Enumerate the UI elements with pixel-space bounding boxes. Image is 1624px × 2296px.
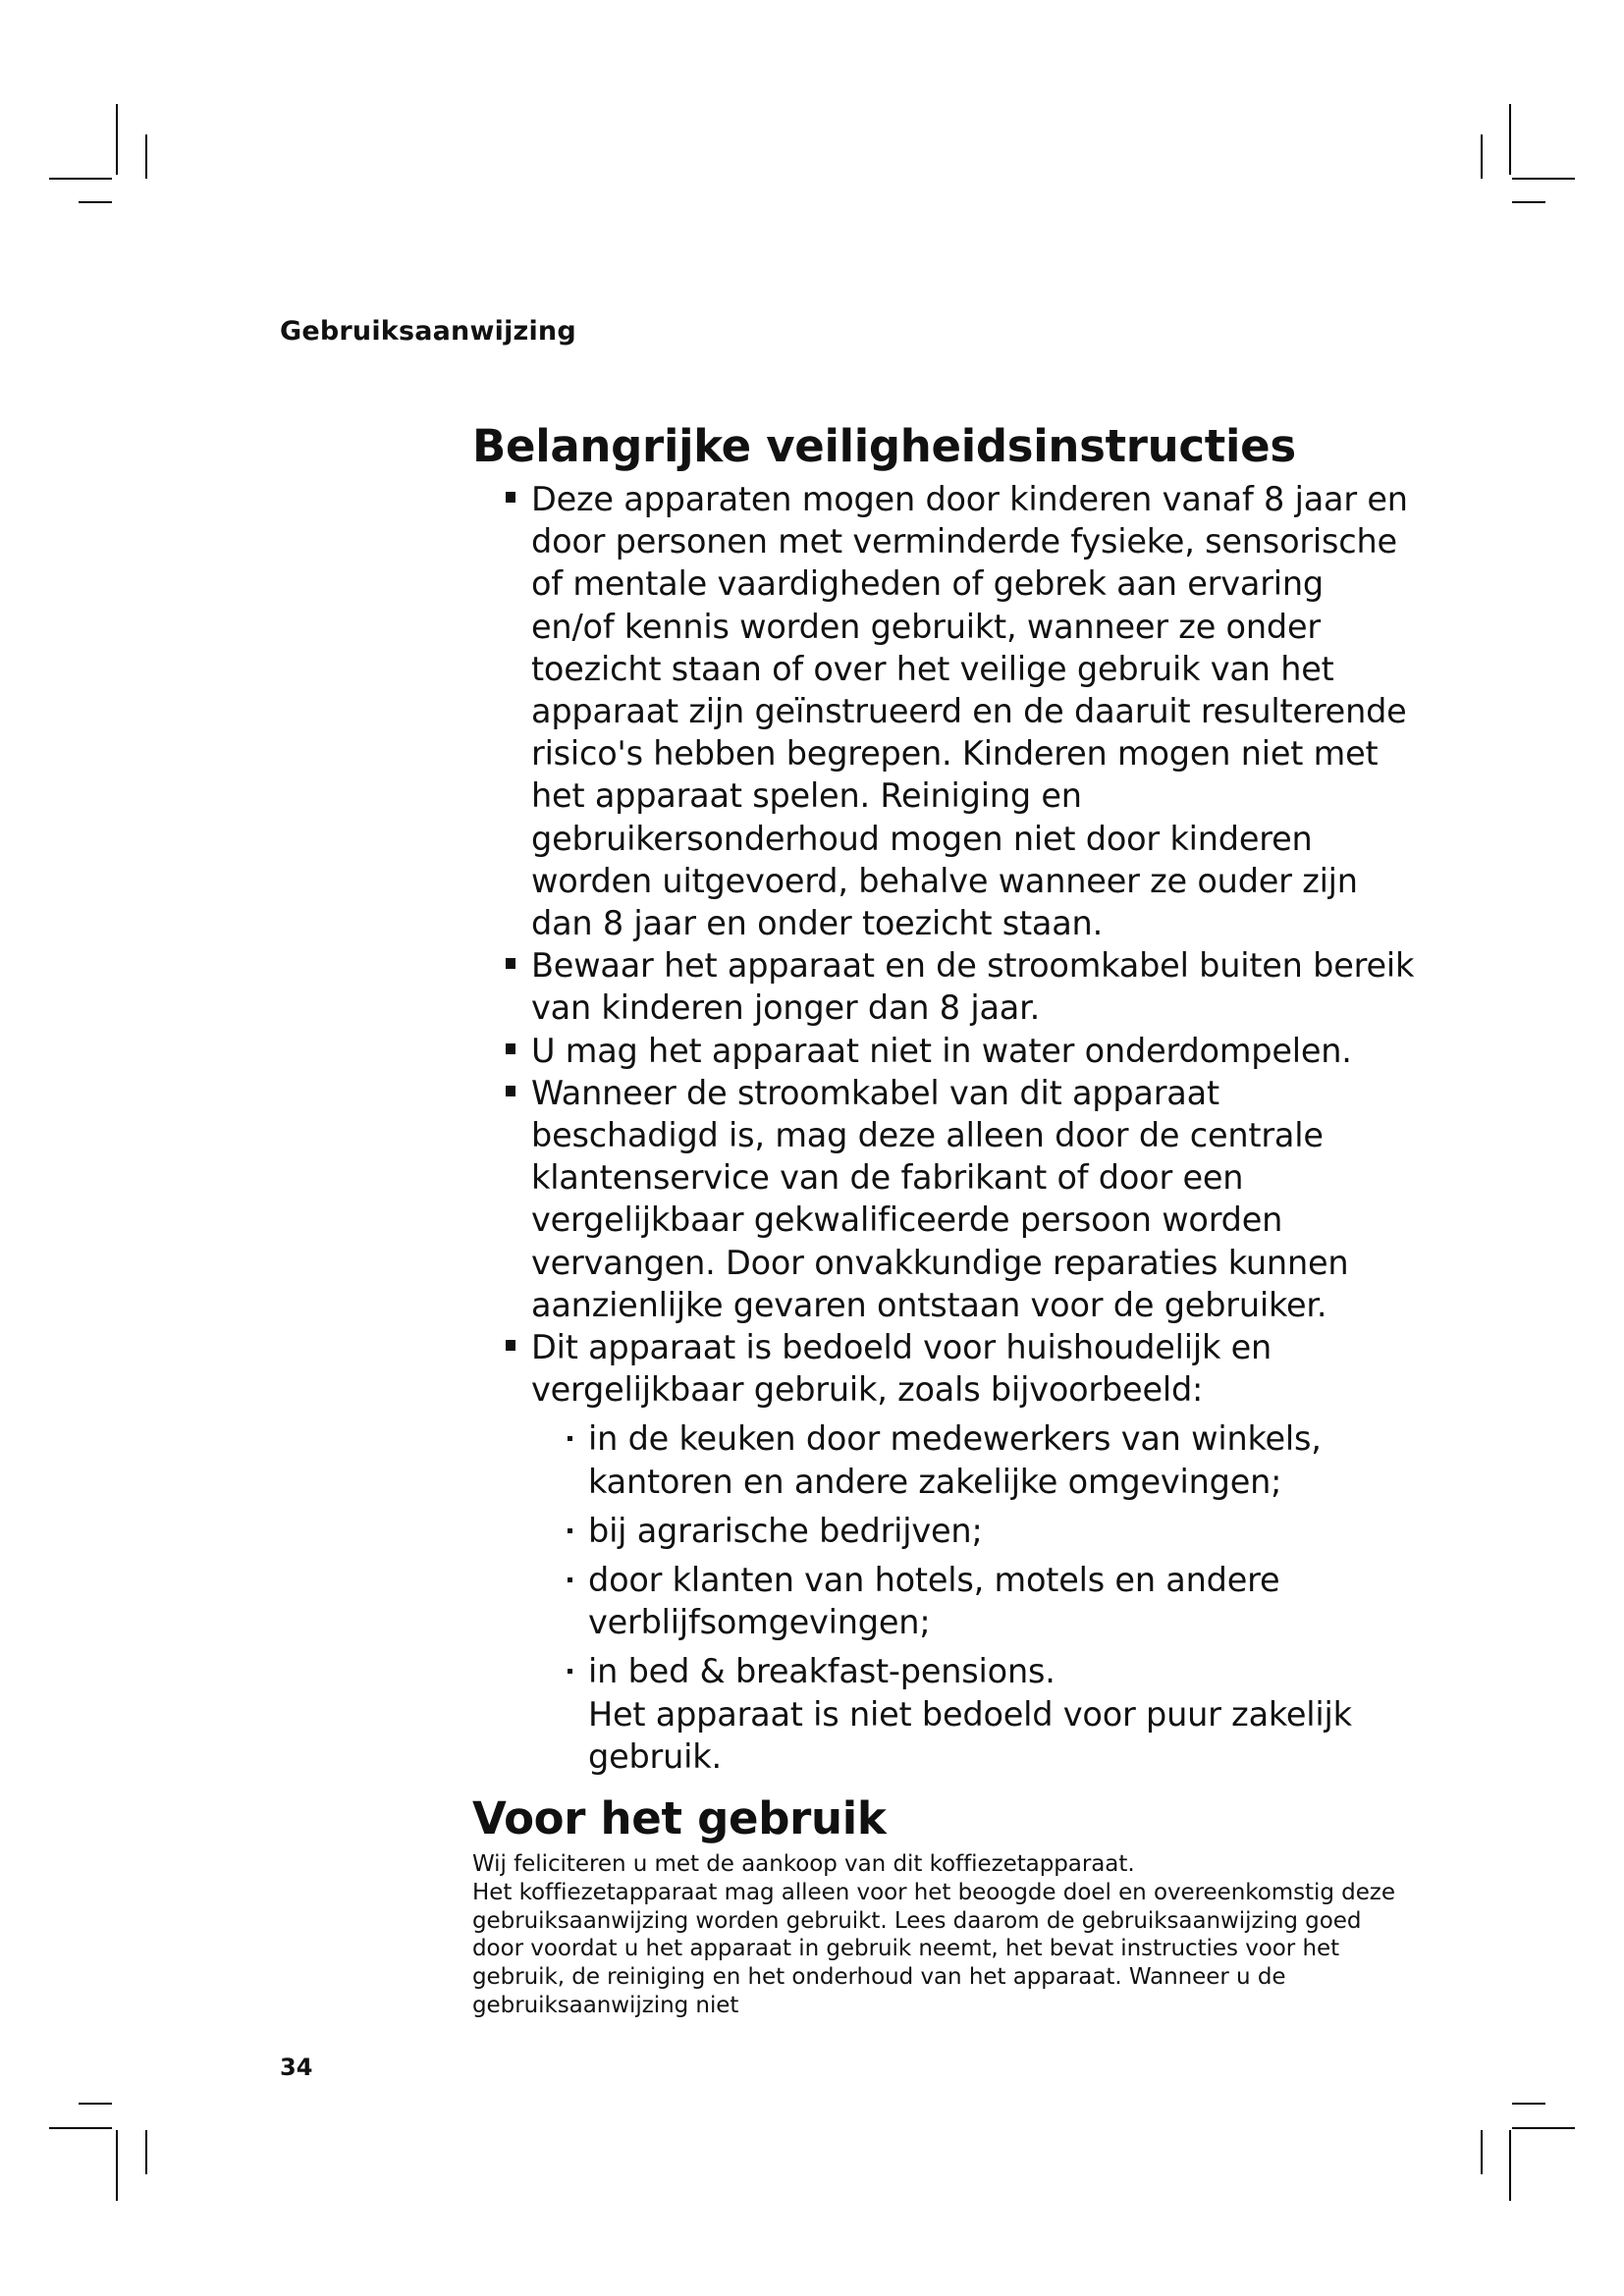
before-use-section-title: Voor het gebruik: [472, 1792, 887, 1845]
crop-mark: [116, 2130, 118, 2201]
crop-mark: [1512, 2127, 1575, 2129]
sub-list-item: [565, 1559, 1415, 1643]
sub-list-item-text: in de keuken door medewerkers van winkels, kantoren en andere zakelijke omgevingen;: [588, 1419, 1322, 1501]
dot-bullet-icon: [568, 1669, 572, 1674]
before-use-section: [472, 1789, 1415, 2019]
crop-mark: [79, 2103, 112, 2105]
dot-bullet-icon: [568, 1436, 572, 1441]
list-item-text: U mag het apparaat niet in water onderdompelen.: [531, 1031, 1352, 1070]
crop-mark: [1512, 178, 1575, 180]
usage-examples-list: [531, 1417, 1415, 1778]
sub-list-item-text: in bed & breakfast-pensions.: [588, 1652, 1056, 1691]
square-bullet-icon: [506, 1086, 515, 1096]
body-paragraph: Wij feliciteren u met de aankoop van dit koffiezetapparaat.: [472, 1851, 1135, 1878]
sub-list-item-text: bij agrarische bedrijven;: [588, 1511, 983, 1550]
safety-section: [472, 417, 1415, 1778]
list-item: [496, 1030, 1415, 1072]
crop-mark: [49, 2127, 112, 2129]
closing-note: Het apparaat is niet bedoeld voor puur zakelijk gebruik.: [588, 1694, 1352, 1776]
list-item: [496, 478, 1415, 944]
crop-mark: [116, 104, 118, 175]
crop-mark: [49, 178, 112, 180]
page-content: [472, 417, 1415, 2019]
crop-mark: [79, 201, 112, 203]
sub-list-item: [565, 1650, 1415, 1778]
crop-mark: [1509, 104, 1511, 175]
square-bullet-icon: [506, 958, 515, 969]
crop-mark: [1512, 2103, 1545, 2105]
crop-mark: [145, 134, 147, 179]
list-item-text: Bewaar het apparaat en de stroomkabel buiten bereik van kinderen jonger dan 8 jaar.: [531, 946, 1415, 1028]
square-bullet-icon: [506, 1043, 515, 1054]
list-item: [496, 944, 1415, 1029]
list-item-text: Wanneer de stroomkabel van dit apparaat beschadigd is, mag deze alleen door de centrale klantenservice van de fabrikant of door een vergelijkbaar gekwalificeerde persoon worden vervangen. Door onvakkundige reparaties kunnen aanzienlijke gevaren ontstaan voor de gebruiker.: [531, 1073, 1349, 1324]
square-bullet-icon: [506, 492, 515, 503]
body-paragraph: Het koffiezetapparaat mag alleen voor het beoogde doel en overeenkomstig deze gebruiksaanwijzing worden gebruikt. Lees daarom de gebruiksaanwijzing goed door voordat u het apparaat in gebruik neemt, het bevat instructies voor het gebruik, de reiniging en het onderhoud van het apparaat. Wanneer u de gebruiksaanwijzing niet: [472, 1879, 1395, 2018]
list-item: [496, 1072, 1415, 1326]
sub-list-item: [565, 1417, 1415, 1502]
crop-mark: [1512, 201, 1545, 203]
sub-list-item: [565, 1510, 1415, 1552]
list-item-text: Dit apparaat is bedoeld voor huishoudelijk en vergelijkbaar gebruik, zoals bijvoorbeeld:: [531, 1328, 1272, 1410]
crop-mark: [145, 2130, 147, 2174]
list-item-text: Deze apparaten mogen door kinderen vanaf 8 jaar en door personen met verminderde fysieke, sensorische of mentale vaardigheden of gebrek aan ervaring en/of kennis worden gebruikt, wanneer ze onder toezicht staan of over het veilige gebruik van het apparaat zijn geïnstrueerd en de daaruit resulterende risico's hebben begrepen. Kinderen mogen niet met het apparaat spelen. Reiniging en gebruikersonderhoud mogen niet door kinderen worden uitgevoerd, behalve wanneer ze ouder zijn dan 8 jaar en onder toezicht staan.: [531, 480, 1408, 943]
page-number: 34: [280, 2054, 313, 2081]
crop-mark: [1481, 134, 1483, 179]
crop-mark: [1509, 2130, 1511, 2201]
safety-section-title: Belangrijke veiligheidsinstructies: [472, 420, 1296, 472]
square-bullet-icon: [506, 1340, 515, 1351]
running-head: Gebruiksaanwijzing: [280, 316, 576, 347]
safety-instructions-list: [472, 478, 1415, 1778]
dot-bullet-icon: [568, 1577, 572, 1582]
sub-list-item-text: door klanten van hotels, motels en andere verblijfsomgevingen;: [588, 1561, 1280, 1642]
dot-bullet-icon: [568, 1528, 572, 1533]
list-item: [496, 1326, 1415, 1778]
crop-mark: [1481, 2130, 1483, 2174]
